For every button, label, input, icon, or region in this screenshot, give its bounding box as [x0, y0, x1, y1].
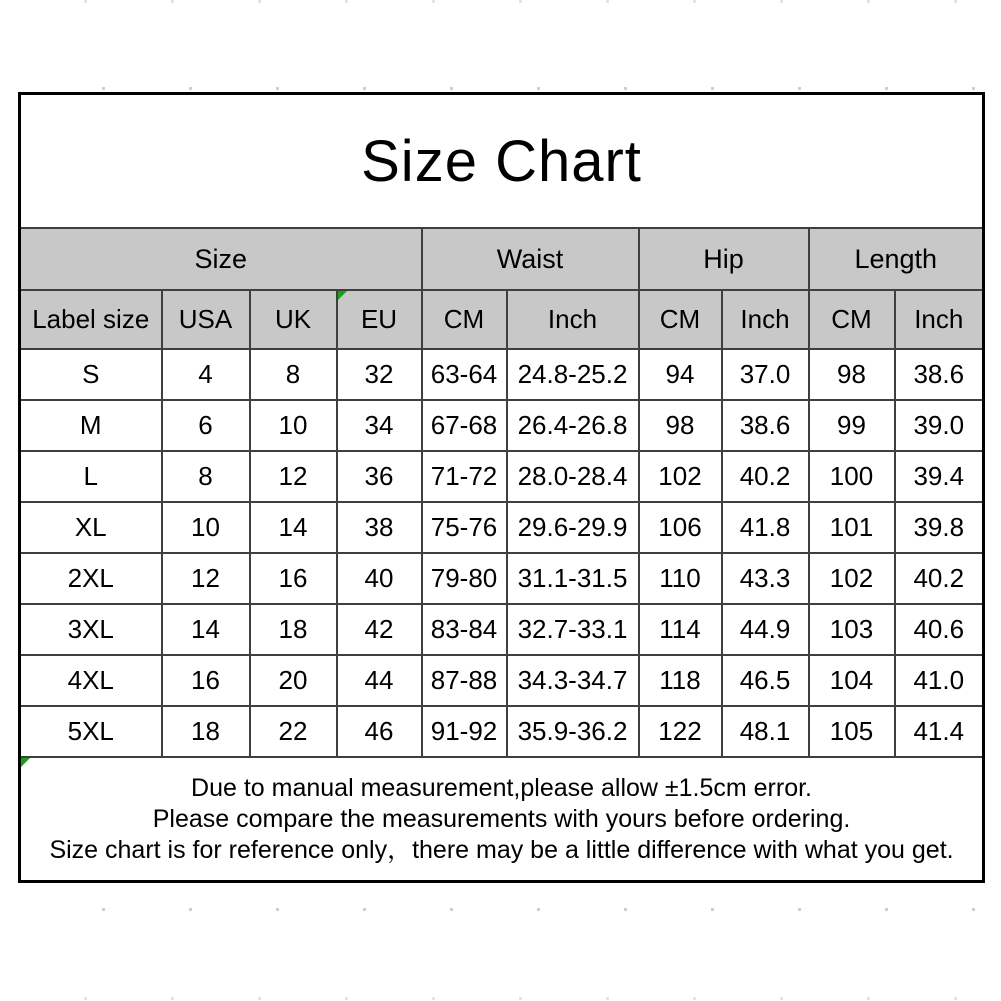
note-line: Please compare the measurements with yours before ordering. — [152, 804, 851, 833]
table-cell: 24.8-25.2 — [507, 349, 639, 400]
table-cell: 104 — [809, 655, 895, 706]
table-cell: 29.6-29.9 — [507, 502, 639, 553]
col-header-eu — [337, 290, 422, 349]
table-cell: 38.6 — [895, 349, 984, 400]
table-cell: 18 — [162, 706, 250, 757]
table-cell: 14 — [162, 604, 250, 655]
table-cell: 35.9-36.2 — [507, 706, 639, 757]
table-cell: 83-84 — [422, 604, 507, 655]
col-header-eu-label: EU — [360, 304, 398, 334]
table-cell: 100 — [809, 451, 895, 502]
table-cell: 118 — [639, 655, 722, 706]
table-cell: 106 — [639, 502, 722, 553]
group-header-row — [20, 228, 984, 290]
col-header-uk: UK — [250, 290, 337, 349]
col-header-length-cm: CM — [809, 290, 895, 349]
table-cell: 32 — [337, 349, 422, 400]
table-cell: 44.9 — [722, 604, 809, 655]
gridline-ticks-below-table — [18, 908, 982, 911]
title-row — [20, 94, 984, 229]
cell-error-marker-icon — [338, 291, 347, 300]
table-cell: 75-76 — [422, 502, 507, 553]
table-cell: 38.6 — [722, 400, 809, 451]
table-row — [20, 349, 984, 400]
col-header-waist-cm: CM — [422, 290, 507, 349]
table-cell: 114 — [639, 604, 722, 655]
note-line: Size chart is for reference only，there may be a little difference with what you get. — [49, 835, 954, 864]
table-cell: 37.0 — [722, 349, 809, 400]
gridline-ticks-bottom-edge — [0, 997, 1001, 1000]
gridline-ticks-above-table — [18, 87, 982, 90]
table-cell: 91-92 — [422, 706, 507, 757]
table-cell: 31.1-31.5 — [507, 553, 639, 604]
table-cell: 14 — [250, 502, 337, 553]
table-cell: 105 — [809, 706, 895, 757]
table-cell: 94 — [639, 349, 722, 400]
note-line: Due to manual measurement,please allow ±1.5cm error. — [191, 773, 812, 802]
table-cell: 122 — [639, 706, 722, 757]
table-cell: 110 — [639, 553, 722, 604]
table-cell: 40.2 — [895, 553, 984, 604]
table-cell: 10 — [250, 400, 337, 451]
gridline-ticks-top-edge — [0, 0, 1001, 3]
size-chart-table — [18, 92, 985, 883]
table-cell: 36 — [337, 451, 422, 502]
table-cell: 46 — [337, 706, 422, 757]
row-label: XL — [20, 502, 162, 553]
table-cell: 41.8 — [722, 502, 809, 553]
table-row — [20, 553, 984, 604]
row-label: 2XL — [20, 553, 162, 604]
col-header-usa: USA — [162, 290, 250, 349]
table-cell: 38 — [337, 502, 422, 553]
table-cell: 103 — [809, 604, 895, 655]
col-header-length-inch: Inch — [895, 290, 984, 349]
table-row — [20, 655, 984, 706]
table-cell: 67-68 — [422, 400, 507, 451]
table-cell: 87-88 — [422, 655, 507, 706]
row-label: 5XL — [20, 706, 162, 757]
table-cell: 43.3 — [722, 553, 809, 604]
row-label: S — [20, 349, 162, 400]
row-label: 4XL — [20, 655, 162, 706]
column-header-row — [20, 290, 984, 349]
table-cell: 63-64 — [422, 349, 507, 400]
table-cell: 4 — [162, 349, 250, 400]
table-cell: 12 — [162, 553, 250, 604]
table-cell: 101 — [809, 502, 895, 553]
cell-error-marker-icon — [21, 758, 30, 767]
table-cell: 32.7-33.1 — [507, 604, 639, 655]
table-cell: 71-72 — [422, 451, 507, 502]
table-cell: 48.1 — [722, 706, 809, 757]
table-cell: 8 — [162, 451, 250, 502]
notes-row — [20, 757, 984, 882]
table-cell: 10 — [162, 502, 250, 553]
row-label: L — [20, 451, 162, 502]
table-cell: 102 — [809, 553, 895, 604]
table-cell: 98 — [809, 349, 895, 400]
table-cell: 46.5 — [722, 655, 809, 706]
group-header-waist: Waist — [422, 228, 639, 290]
table-cell: 44 — [337, 655, 422, 706]
col-header-hip-cm: CM — [639, 290, 722, 349]
page-title: Size Chart — [20, 94, 984, 229]
table-cell: 26.4-26.8 — [507, 400, 639, 451]
table-cell: 39.8 — [895, 502, 984, 553]
table-row — [20, 400, 984, 451]
group-header-size: Size — [20, 228, 422, 290]
table-cell: 40.2 — [722, 451, 809, 502]
table-row — [20, 706, 984, 757]
table-cell: 12 — [250, 451, 337, 502]
table-cell: 16 — [162, 655, 250, 706]
table-row — [20, 604, 984, 655]
group-header-hip: Hip — [639, 228, 809, 290]
table-cell: 34.3-34.7 — [507, 655, 639, 706]
table-cell: 20 — [250, 655, 337, 706]
row-label: 3XL — [20, 604, 162, 655]
table-cell: 8 — [250, 349, 337, 400]
table-cell: 18 — [250, 604, 337, 655]
row-label: M — [20, 400, 162, 451]
table-cell: 28.0-28.4 — [507, 451, 639, 502]
table-row — [20, 502, 984, 553]
table-cell: 39.4 — [895, 451, 984, 502]
col-header-waist-inch: Inch — [507, 290, 639, 349]
col-header-label-size: Label size — [20, 290, 162, 349]
table-cell: 40.6 — [895, 604, 984, 655]
table-cell: 40 — [337, 553, 422, 604]
table-cell: 79-80 — [422, 553, 507, 604]
table-cell: 42 — [337, 604, 422, 655]
col-header-hip-inch: Inch — [722, 290, 809, 349]
notes-block — [20, 757, 984, 882]
table-cell: 41.4 — [895, 706, 984, 757]
table-cell: 6 — [162, 400, 250, 451]
table-cell: 102 — [639, 451, 722, 502]
table-cell: 98 — [639, 400, 722, 451]
table-cell: 99 — [809, 400, 895, 451]
table-cell: 41.0 — [895, 655, 984, 706]
table-cell: 16 — [250, 553, 337, 604]
group-header-length: Length — [809, 228, 984, 290]
table-cell: 39.0 — [895, 400, 984, 451]
table-row — [20, 451, 984, 502]
table-cell: 34 — [337, 400, 422, 451]
table-cell: 22 — [250, 706, 337, 757]
